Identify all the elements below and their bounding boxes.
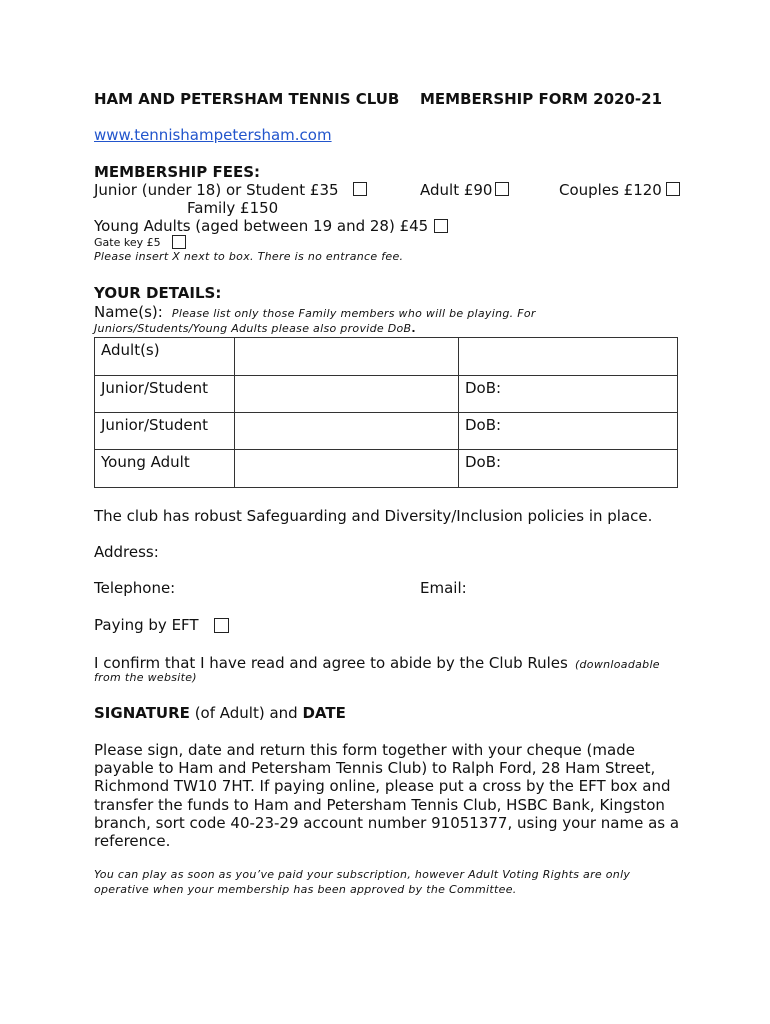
fee-couples: Couples £120 <box>559 181 662 199</box>
names-note-line2-wrap <box>94 322 416 336</box>
junior-student-checkbox[interactable] <box>353 182 367 196</box>
footnote-line1: You can play as soon as you’ve paid your subscription, however Adult Voting Rights are only <box>94 868 631 881</box>
name-cell[interactable] <box>235 376 459 413</box>
email-label: Email: <box>420 579 467 597</box>
fee-gate-key: Gate key £5 <box>94 236 161 249</box>
names-label: Name(s): <box>94 303 163 321</box>
instructions-line4: transfer the funds to Ham and Petersham Tennis Club, HSBC Bank, Kingston <box>94 796 665 814</box>
eft-checkbox[interactable] <box>214 618 229 633</box>
signature-middle: (of Adult) and <box>194 704 298 722</box>
instructions-line5: branch, sort code 40-23-29 account number 91051377, using your name as a <box>94 814 680 832</box>
telephone-label: Telephone: <box>94 579 176 597</box>
row-label: Adult(s) <box>95 338 235 376</box>
fee-junior-student: Junior (under 18) or Student £35 <box>94 181 339 199</box>
table-row <box>95 338 678 376</box>
signature-bold: SIGNATURE <box>94 704 190 722</box>
gate-key-checkbox[interactable] <box>172 235 186 249</box>
confirm-text: I confirm that I have read and agree to abide by the Club Rules <box>94 654 568 672</box>
dob-cell[interactable]: DoB: <box>459 376 678 413</box>
form-title: MEMBERSHIP FORM 2020-21 <box>420 90 663 108</box>
young-adults-checkbox[interactable] <box>434 219 448 233</box>
name-cell[interactable] <box>235 413 459 450</box>
instructions-line6: reference. <box>94 832 171 850</box>
names-line <box>94 302 536 321</box>
details-table <box>94 337 678 488</box>
fee-adult: Adult £90 <box>420 181 493 199</box>
dob-cell[interactable]: DoB: <box>459 413 678 450</box>
adult-checkbox[interactable] <box>495 182 509 196</box>
confirm-note-line2: from the website) <box>94 671 197 684</box>
dob-cell[interactable]: DoB: <box>459 450 678 488</box>
instructions-line1: Please sign, date and return this form together with your cheque (made <box>94 741 635 759</box>
policy-text: The club has robust Safeguarding and Diversity/Inclusion policies in place. <box>94 507 653 525</box>
signature-date: DATE <box>302 704 346 722</box>
confirm-line <box>94 653 660 672</box>
website-link[interactable]: www.tennishampetersham.com <box>94 126 332 144</box>
name-cell[interactable] <box>235 450 459 488</box>
table-row <box>95 450 678 488</box>
couples-checkbox[interactable] <box>666 182 680 196</box>
names-note-line1: Please list only those Family members who will be playing. For <box>171 307 536 320</box>
confirm-note-line1: (downloadable <box>574 658 660 671</box>
eft-label: Paying by EFT <box>94 616 199 634</box>
names-note-period: . <box>411 322 416 335</box>
club-name: HAM AND PETERSHAM TENNIS CLUB <box>94 90 400 108</box>
address-label: Address: <box>94 543 159 561</box>
names-note-line2: Juniors/Students/Young Adults please also provide DoB <box>94 322 412 335</box>
instructions-line3: Richmond TW10 7HT. If paying online, please put a cross by the EFT box and <box>94 777 671 795</box>
row-label: Junior/Student <box>95 376 235 413</box>
signature-line <box>94 704 346 722</box>
table-row <box>95 376 678 413</box>
table-row <box>95 413 678 450</box>
fees-heading: MEMBERSHIP FEES: <box>94 163 261 181</box>
fee-family: Family £150 <box>187 199 279 217</box>
footnote-line2: operative when your membership has been approved by the Committee. <box>94 883 517 896</box>
dob-cell[interactable] <box>459 338 678 376</box>
row-label: Young Adult <box>95 450 235 488</box>
instructions-line2: payable to Ham and Petersham Tennis Club) to Ralph Ford, 28 Ham Street, <box>94 759 656 777</box>
details-heading: YOUR DETAILS: <box>94 284 222 302</box>
fee-young-adults: Young Adults (aged between 19 and 28) £45 <box>94 217 429 235</box>
fees-instruction: Please insert X next to box. There is no entrance fee. <box>94 250 404 263</box>
name-cell[interactable] <box>235 338 459 376</box>
row-label: Junior/Student <box>95 413 235 450</box>
